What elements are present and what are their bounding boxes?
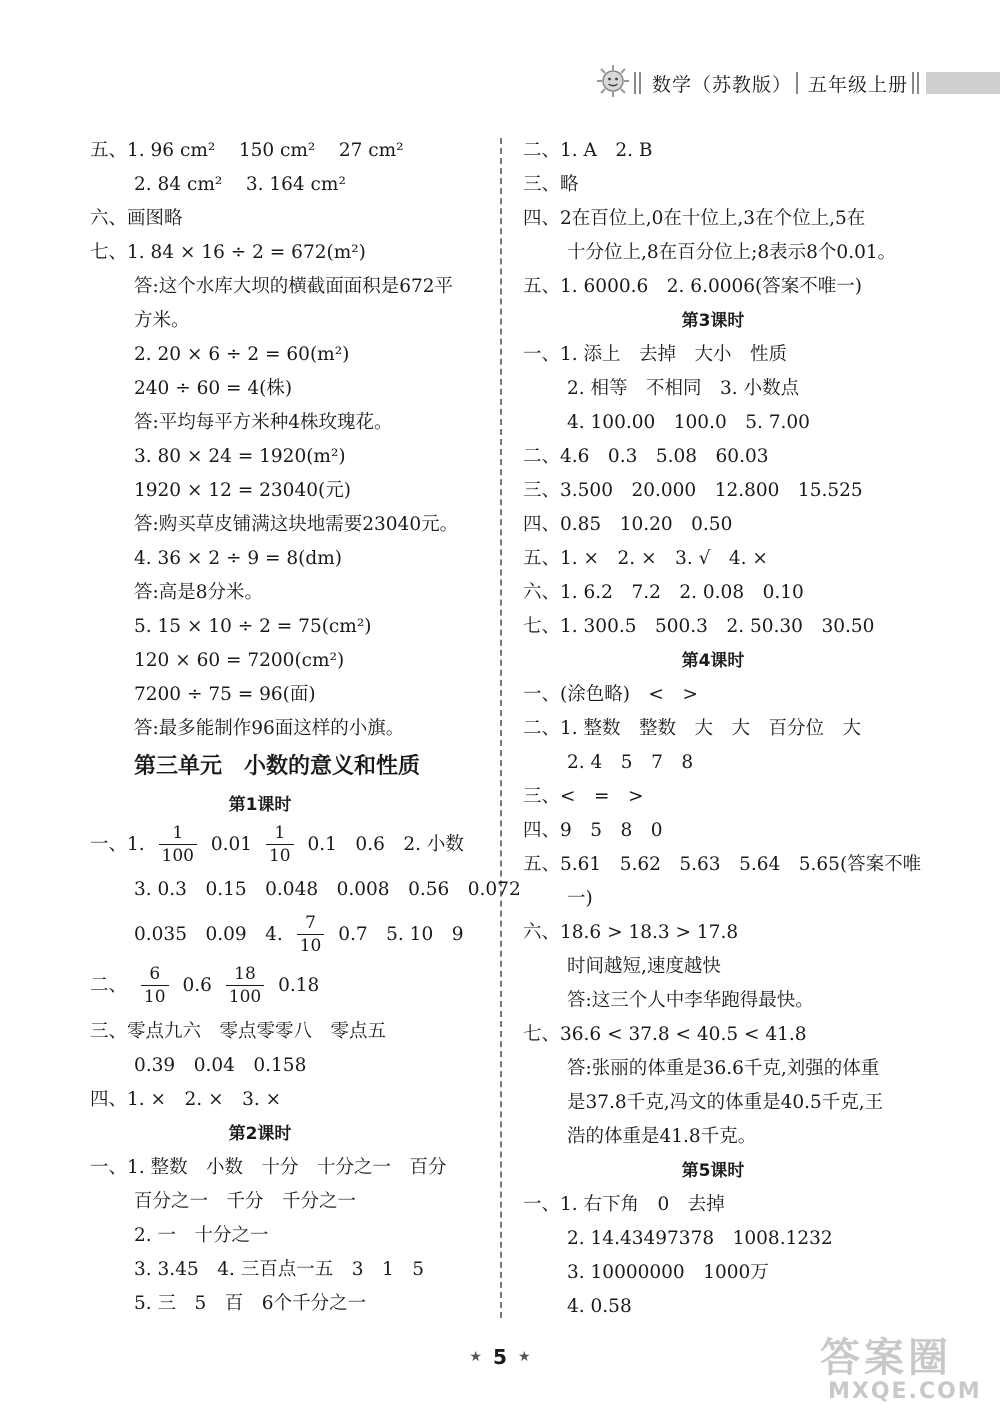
answer-line: 一、1. 整数 小数 十分 十分之一 百分 xyxy=(90,1157,447,1178)
lesson-heading: 第1课时 xyxy=(228,795,292,815)
answer-text: 0.01 xyxy=(210,834,253,855)
fraction xyxy=(141,966,169,1006)
answer-line: 一) xyxy=(567,888,593,909)
answer-line: 3. 0.3 0.15 0.048 0.008 0.56 0.072 xyxy=(134,879,521,900)
answer-text: 0.18 xyxy=(278,975,320,996)
answer-line: 四、9 5 8 0 xyxy=(523,820,663,841)
answer-line: 二、4.6 0.3 5.08 60.03 xyxy=(523,446,769,467)
answer-line: 2. 20 × 6 ÷ 2 = 60(m²) xyxy=(134,344,350,365)
answer-text: 0.6 xyxy=(182,975,212,996)
answer-line: 7200 ÷ 75 = 96(面) xyxy=(134,684,316,705)
star-icon: ★ xyxy=(518,1349,531,1365)
answer-line: 0.39 0.04 0.158 xyxy=(134,1055,307,1076)
answer-line: 3. 3.45 4. 三百点一五 3 1 5 xyxy=(134,1259,425,1280)
answer-line: 答:高是8分米。 xyxy=(134,582,264,603)
star-icon: ★ xyxy=(469,1349,482,1365)
answer-line: 五、1. × 2. × 3. √ 4. × xyxy=(523,548,768,569)
answer-line xyxy=(90,957,490,1015)
answer-line: 三、略 xyxy=(523,174,579,195)
fraction-numerator: 6 xyxy=(141,966,169,986)
answer-text: 150 cm² xyxy=(238,140,316,161)
right-column xyxy=(523,134,923,1324)
page-number: 5 xyxy=(493,1345,507,1369)
answer-line: 七、1. 84 × 16 ÷ 2 = 672(m²) xyxy=(90,242,366,263)
fraction-denominator: 10 xyxy=(268,846,291,866)
answer-line: 4. 100.00 100.0 5. 7.00 xyxy=(567,412,810,433)
column-divider xyxy=(500,138,502,1318)
watermark-url: MXQE.COM xyxy=(828,1379,982,1404)
lesson-heading: 第3课时 xyxy=(681,311,745,331)
answer-line: 一、(涂色略) < > xyxy=(523,684,698,705)
answer-line: 六、1. 6.2 7.2 2. 0.08 0.10 xyxy=(523,582,804,603)
fraction xyxy=(159,825,197,865)
answer-line: 答:购买草皮铺满这块地需要23040元。 xyxy=(134,514,459,535)
unit-title: 第三单元 小数的意义和性质 xyxy=(134,754,421,779)
answer-line: 六、画图略 xyxy=(90,208,183,229)
answer-line: 2. 4 5 7 8 xyxy=(567,752,694,773)
fraction-denominator: 10 xyxy=(299,936,322,956)
answer-line: 答:平均每平方米种4株玫瑰花。 xyxy=(134,412,393,433)
answer-text: 3. 164 cm² xyxy=(245,174,346,195)
answer-line: 4. 0.58 xyxy=(567,1296,632,1317)
sun-mascot-icon xyxy=(596,64,630,98)
answer-line: 2. 一 十分之一 xyxy=(134,1225,269,1246)
answer-line: 四、1. × 2. × 3. × xyxy=(90,1089,282,1110)
answer-line: 3. 10000000 1000万 xyxy=(567,1262,769,1283)
answer-line xyxy=(90,168,490,202)
answer-line: 四、2在百位上,0在十位上,3在个位上,5在 xyxy=(523,208,866,229)
answer-line: 时间越短,速度越快 xyxy=(567,956,721,977)
answer-line: 120 × 60 = 7200(cm²) xyxy=(134,650,345,671)
fraction-numerator: 7 xyxy=(297,915,325,935)
answer-text: 二、 xyxy=(90,975,128,996)
answer-line: 四、0.85 10.20 0.50 xyxy=(523,514,733,535)
answer-line: 十分位上,8在百分位上;8表示8个0.01。 xyxy=(567,242,897,263)
fraction-denominator: 10 xyxy=(143,987,166,1007)
answer-line: 五、5.61 5.62 5.63 5.64 5.65(答案不唯 xyxy=(523,854,922,875)
fraction-numerator: 18 xyxy=(226,966,264,986)
answer-line: 二、1. A 2. B xyxy=(523,140,653,161)
answer-line: 4. 36 × 2 ÷ 9 = 8(dm) xyxy=(134,548,342,569)
answer-line: 2. 相等 不相同 3. 小数点 xyxy=(567,378,800,399)
answer-line: 5. 三 5 百 6个千分之一 xyxy=(134,1293,367,1314)
lesson-heading: 第4课时 xyxy=(681,651,745,671)
fraction xyxy=(266,825,294,865)
fraction-denominator: 100 xyxy=(228,987,262,1007)
answer-line: 3. 80 × 24 = 1920(m²) xyxy=(134,446,346,467)
left-column xyxy=(90,134,521,1321)
answer-line xyxy=(90,912,490,957)
header-separator xyxy=(796,72,798,94)
answer-text: 0.7 5. 10 9 xyxy=(338,924,464,945)
answer-line: 1920 × 12 = 23040(元) xyxy=(134,480,351,501)
answer-line: 答:最多能制作96面这样的小旗。 xyxy=(134,718,405,739)
header-grade: 五年级上册 xyxy=(808,74,909,96)
answer-line: 一、1. 右下角 0 去掉 xyxy=(523,1194,725,1215)
answer-line: 三、3.500 20.000 12.800 15.525 xyxy=(523,480,863,501)
header-subject: 数学（苏教版） xyxy=(652,74,793,96)
answer-line: 一、1. 添上 去掉 大小 性质 xyxy=(523,344,788,365)
fraction-numerator: 1 xyxy=(266,825,294,845)
answer-line: 百分之一 千分 千分之一 xyxy=(134,1191,357,1212)
answer-line: 5. 15 × 10 ÷ 2 = 75(cm²) xyxy=(134,616,372,637)
header-bars-right xyxy=(912,72,922,94)
answer-line: 五、1. 6000.6 2. 6.0006(答案不唯一) xyxy=(523,276,862,297)
answer-line: 答:这个水库大坝的横截面面积是672平 xyxy=(134,276,454,297)
fraction xyxy=(297,915,325,955)
page-header xyxy=(590,62,1000,106)
lesson-heading: 第5课时 xyxy=(681,1161,745,1181)
header-bars-left xyxy=(634,72,644,94)
answer-line: 七、36.6 < 37.8 < 40.5 < 41.8 xyxy=(523,1024,807,1045)
answer-line: 浩的体重是41.8千克。 xyxy=(567,1126,757,1147)
answer-text: 27 cm² xyxy=(338,140,404,161)
fraction xyxy=(226,966,264,1006)
watermark-text: 答案圈 xyxy=(820,1335,952,1381)
answer-text: 0.1 0.6 2. 小数 xyxy=(307,834,464,855)
answer-line: 六、18.6 > 18.3 > 17.8 xyxy=(523,922,739,943)
answer-text: 五、1. 96 cm² xyxy=(90,140,216,161)
answer-line xyxy=(90,822,490,867)
fraction-denominator: 100 xyxy=(161,846,194,866)
answer-line: 是37.8千克,冯文的体重是40.5千克,王 xyxy=(567,1092,884,1113)
fraction-numerator: 1 xyxy=(159,825,197,845)
answer-text: 0.035 0.09 4. xyxy=(134,924,283,945)
answer-text: 2. 84 cm² xyxy=(134,174,223,195)
answer-line: 答:这三个人中李华跑得最快。 xyxy=(567,990,814,1011)
answer-line: 答:张丽的体重是36.6千克,刘强的体重 xyxy=(567,1058,880,1079)
answer-line: 方米。 xyxy=(134,310,190,331)
answer-line: 三、零点九六 零点零零八 零点五 xyxy=(90,1021,387,1042)
answer-line: 三、< = > xyxy=(523,786,644,807)
answer-line xyxy=(90,134,490,168)
answer-text: 一、1. xyxy=(90,834,145,855)
watermark-logo xyxy=(820,1326,990,1416)
lesson-heading: 第2课时 xyxy=(228,1124,292,1144)
answer-line: 七、1. 300.5 500.3 2. 50.30 30.50 xyxy=(523,616,875,637)
answer-line: 2. 14.43497378 1008.1232 xyxy=(567,1228,833,1249)
answer-line: 二、1. 整数 整数 大 大 百分位 大 xyxy=(523,718,862,739)
answer-line: 240 ÷ 60 = 4(株) xyxy=(134,378,293,399)
header-gray-band xyxy=(926,72,1000,94)
